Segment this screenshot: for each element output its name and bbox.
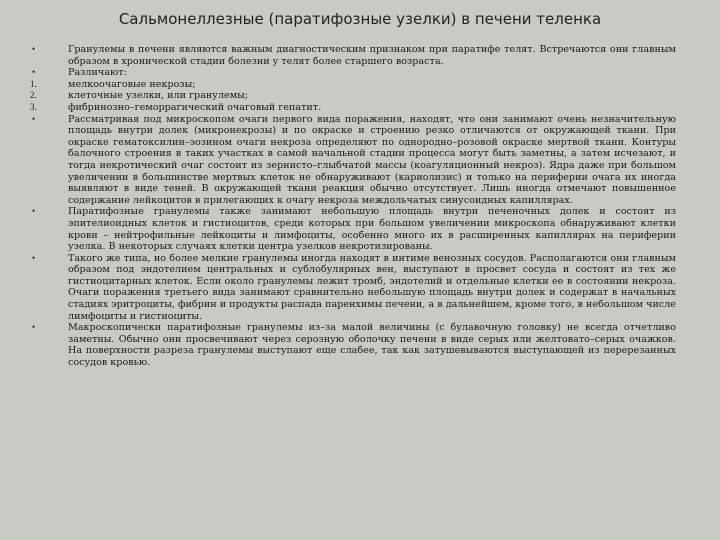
list-item-text: клеточные узелки, или гранулемы; (68, 90, 249, 102)
number-marker: 1. (30, 78, 37, 89)
list-item-text: Макроскопически паратифозные гранулемы из–за малой величины (с булавочную головку) не всегда отчетливо заметны. Обычно они просвечивают через серозную оболочку печени в виде серых или желтовато–серых очажков. На поверхности разреза гранулемы выступают еще слабее, так как затушевываются выступающей из перерезанных сосудов кровью. (68, 322, 676, 369)
list-item-text: Гранулемы в печени являются важным диагностическим признаком при паратифе телят. Встречаются они главным образом в хронической стадии болезни у телят более старшего возраста. (68, 44, 676, 67)
list-item (30, 79, 676, 91)
list-item (30, 253, 676, 323)
number-marker: 2. (30, 90, 37, 101)
list-item (30, 114, 676, 207)
list-item-text: Такого же типа, но более мелкие гранулемы иногда находят в интиме венозных сосудов. Располагаются они главным образом под эндотелием центральных и сублобулярных вен, выступают в просвет сосуда и состоят из тех же гистиоцитарных клеток. Если около гранулемы лежит тромб, эндотелий и отдельные клетки ее в состоянии некроза. Очаги поражения третьего вида занимают сравнительно небольшую площадь внутри долек и содержат в начальных стадиях эритроциты, фибрин и продукты распада паренхимы печени, а в дальнейшем, кроме того, в небольшом числе лимфоциты и гистиоциты. (68, 252, 676, 322)
list-item-text: фибринозно–геморрагический очаговый гепатит. (68, 101, 322, 113)
bullet-marker: • (32, 44, 36, 54)
list-item (30, 102, 676, 114)
list-item (30, 44, 676, 67)
bullet-marker: • (32, 322, 36, 333)
bullet-marker: • (32, 206, 36, 217)
bullet-marker: • (32, 113, 36, 124)
list-item-text: мелкоочаговые некрозы; (68, 78, 196, 90)
list-item (30, 67, 676, 79)
bullet-marker: • (32, 252, 36, 263)
list-item-text: Различают: (68, 67, 127, 79)
list-item (30, 322, 676, 368)
slide-content (30, 44, 676, 369)
number-marker: 3. (30, 101, 37, 112)
slide-title: Сальмонеллезные (паратифозные узелки) в печени теленка (118, 10, 602, 28)
list-item (30, 206, 676, 252)
list-item-text: Рассматривая под микроскопом очаги первого вида поражения, находят, что они занимают очень незначительную площадь внутри долек (микронекрозы) и по окраске и строению резко отличаются от окружающей ткани. При окраске гематоксилин–эозином очаги некроза определяют по однородно–розовой окраске мертвой ткани. Контуры балочного строения в таких участках в самой начальной стадии процесса могут быть заметны, а затем исчезают, и тогда некротический очаг состоит из зернисто–глыбчатой массы (коагуляционный некроз). Ядра даже при большом увеличении в большинстве мертвых клеток не обнаруживают (кариолизис) и только на периферии очага их иногда выявляют в виде теней. В окружающей ткани реакция обычно отсутствует. Лишь иногда отмечают повышенное содержание лейкоцитов в прилегающих к очагу некроза междольчатых синусоидных капиллярах. (68, 113, 676, 206)
list-item-text: Паратифозные гранулемы также занимают небольшую площадь внутри печеночных долек и состоят из эпителиоидных клеток и гистиоцитов, среди которых при большом увеличении микроскопа обнаруживают клетки крови – нейтрофильные лейкоциты и лимфоциты, особенно много их в расширенных капиллярах на периферии узелка. В некоторых случаях клетки центра узелков некротизированы. (68, 206, 676, 253)
list-item (30, 90, 676, 102)
bullet-marker: • (32, 67, 36, 78)
